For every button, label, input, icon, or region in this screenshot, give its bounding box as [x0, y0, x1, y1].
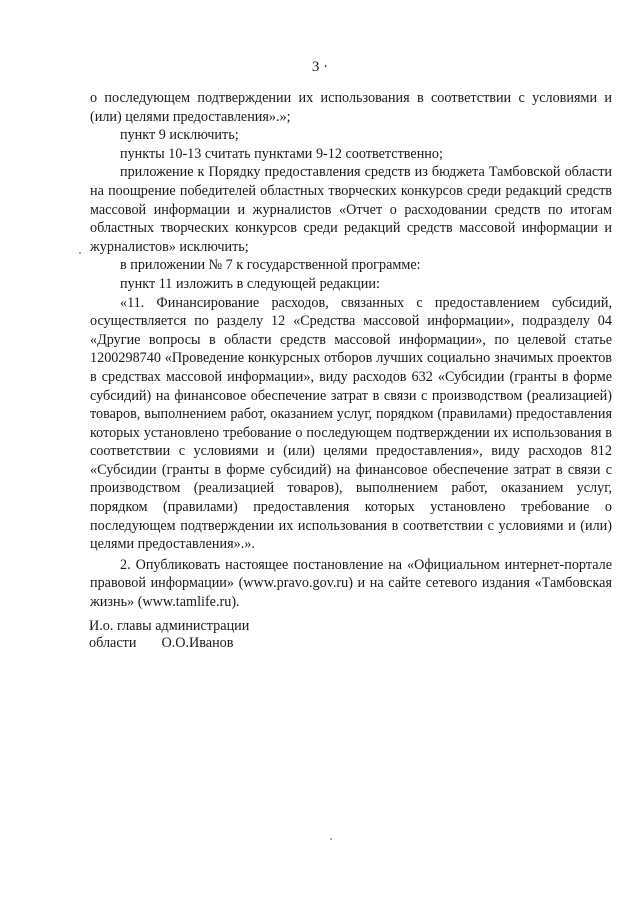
- signature-region: области: [89, 635, 137, 651]
- paragraph-annex-exclude: приложение к Порядку предоставления средств из бюджета Тамбовской области на поощрение победителей областных творческих конкурсов среди редакций средств массовой информации и журналистов «Отчет о расходовании средств по итогам областных творческих конкурсов среди редакций средств массовой информации и журналистов» исключить;: [90, 164, 612, 255]
- paragraph-item-11-text: «11. Финансирование расходов, связанных с предоставлением субсидий, осуществляется по разделу 12 «Средства массовой информации», подразделу 04 «Другие вопросы в области средств массовой информации», по целевой статье 1200298740 «Проведение конкурсных отборов лучших социально значимых проектов в средствах массовой информации», виду расходов 632 «Субсидии (гранты в форме субсидий) на финансовое обеспечение затрат в связи с производством (реализацией) товаров, выполнением работ, оказанием услуг, порядком (правилами) предоставления которых установлено требование о последующем подтверждении их использования в соответствии с условиями и (или) целями предоставления», виду расходов 812 «Субсидии (гранты в форме субсидий) на финансовое обеспечение затрат в связи с производством (реализацией товаров), выполнением работ, оказанием услуг, порядком (правилами) предоставления которых установлено требование о последующем подтверждении их использования в соответствии с условиями и (или) целями предоставления».».: [90, 294, 612, 553]
- paragraph-continuation: о последующем подтверждении их использования в соответствии с условиями и (или) целями предоставления».»;: [90, 90, 612, 125]
- signature-name: О.О.Иванов: [161, 635, 234, 651]
- signature-block: [89, 618, 249, 652]
- paragraph-item-11-intro: пункт 11 изложить в следующей редакции:: [120, 275, 380, 292]
- document-body: [90, 89, 612, 612]
- paragraph-item-9-exclude: пункт 9 исключить;: [120, 127, 239, 144]
- paragraph-annex-7: в приложении № 7 к государственной программе:: [120, 257, 421, 274]
- paragraph-publish: 2. Опубликовать настоящее постановление на «Официальном интернет-портале правовой информации» (www.pravo.gov.ru) и на сайте сетевого издания «Тамбовская жизнь» (www.tamlife.ru).: [90, 556, 612, 611]
- signature-title-line1: И.о. главы администрации: [89, 618, 250, 634]
- paragraph-items-renumber: пункты 10-13 считать пунктами 9-12 соответственно;: [120, 145, 443, 162]
- scan-speck: [79, 252, 81, 254]
- page-number: 3 ·: [311, 59, 329, 75]
- signature-title-line2: [89, 635, 249, 652]
- scan-speck: [330, 838, 332, 840]
